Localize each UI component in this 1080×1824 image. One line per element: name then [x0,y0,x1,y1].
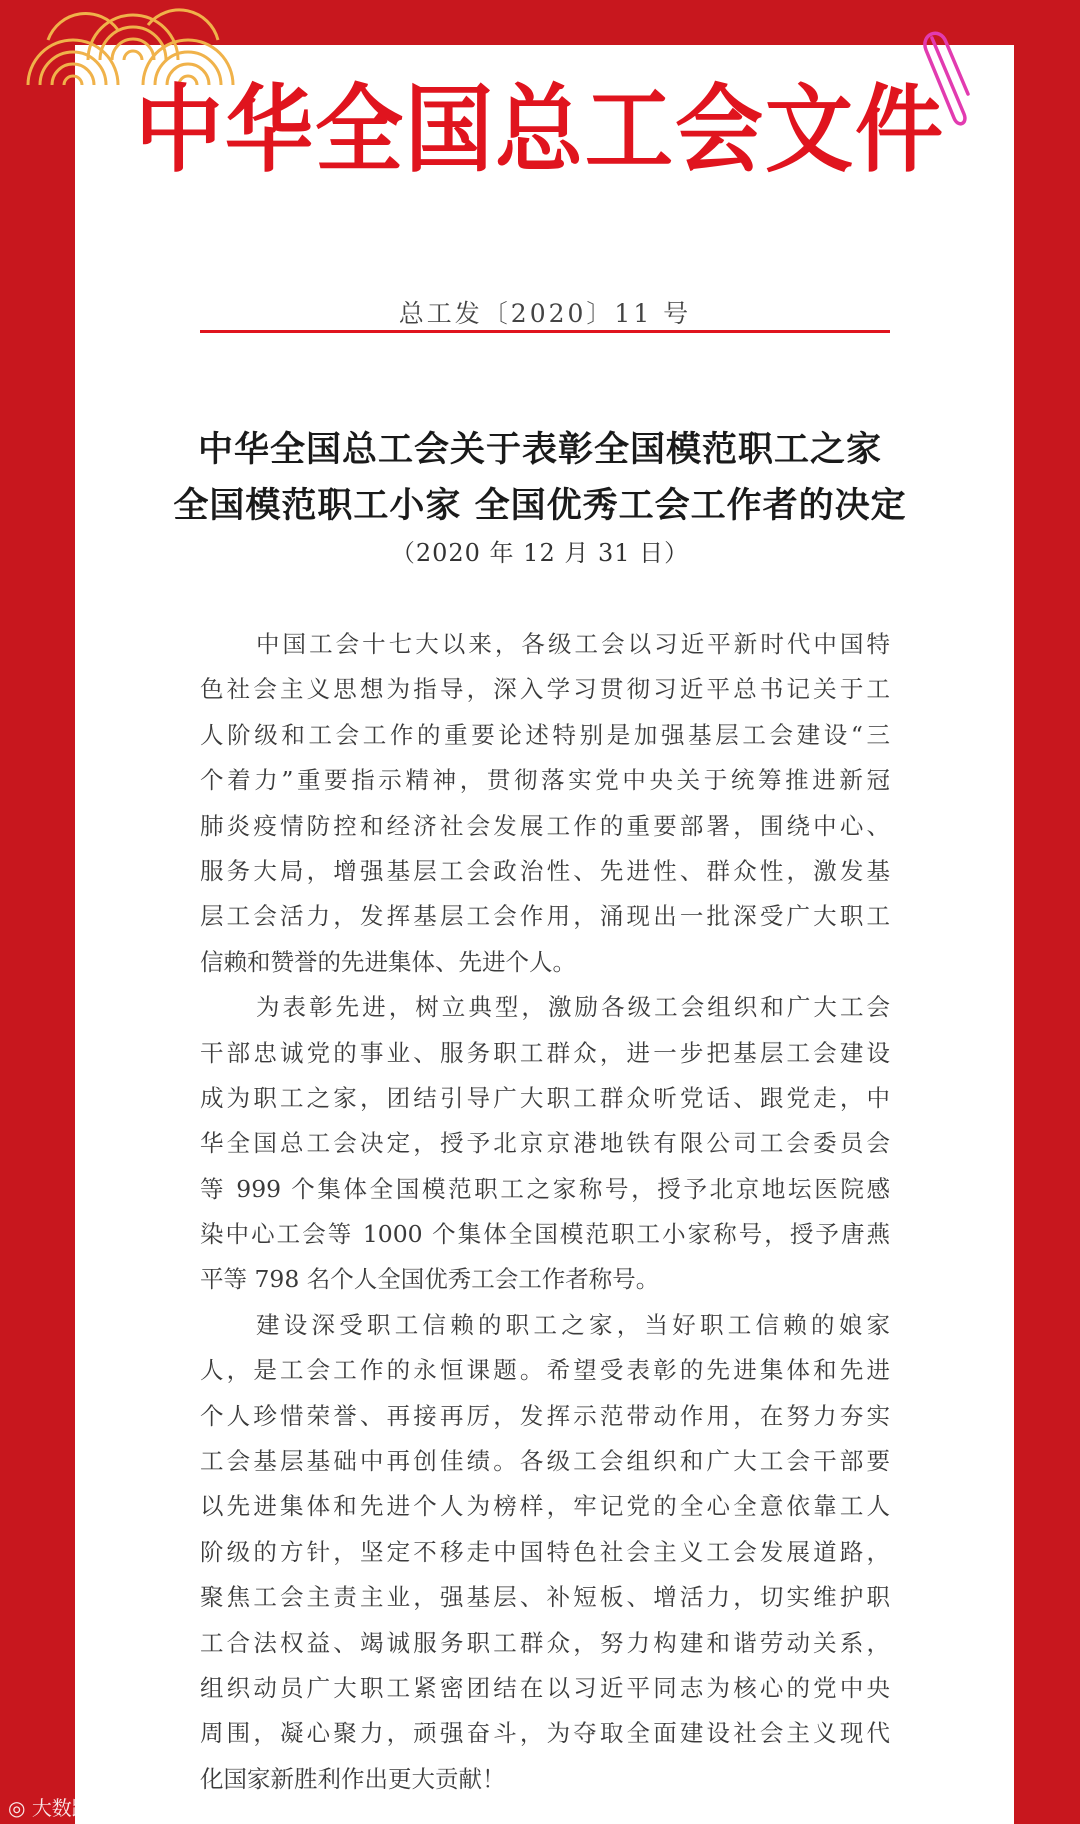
body-line: 个着力”重要指示精神，贯彻落实党中央关于统筹推进新冠 [200,766,890,795]
body-line: 为表彰先进，树立典型，激励各级工会组织和广大工会 [256,993,890,1022]
body-line: 平等 798 名个人全国优秀工会工作者称号。 [200,1265,660,1294]
body-line: 干部忠诚党的事业、服务职工群众，进一步把基层工会建设 [200,1038,890,1067]
body-line: 周围，凝心聚力，顽强奋斗，为夺取全面建设社会主义现代 [200,1719,890,1748]
body-line: 组织动员广大职工紧密团结在以习近平同志为核心的党中央 [200,1673,890,1702]
document-number: 总工发〔2020〕11 号 [398,299,692,328]
body-line: 建设深受职工信赖的职工之家，当好职工信赖的娘家 [256,1310,890,1339]
logo-mark-icon: ◎ [8,1796,26,1820]
body-line: 人阶级和工会工作的重要论述特别是加强基层工会建设“三 [200,720,890,749]
body-line: 等 999 个集体全国模范职工之家称号，授予北京地坛医院感 [200,1174,890,1203]
body-line: 服务大局，增强基层工会政治性、先进性、群众性，激发基 [200,856,890,885]
red-divider-line [200,330,890,333]
body-line: 以先进集体和先进个人为榜样，牢记党的全心全意依靠工人 [200,1492,890,1521]
body-line: 工合法权益、竭诚服务职工群众，努力构建和谐劳动关系， [200,1628,890,1657]
decision-title-line-1: 中华全国总工会关于表彰全国模范职工之家 [197,429,882,470]
body-line: 层工会活力，发挥基层工会作用，涌现出一批深受广大职工 [200,902,890,931]
document-body [200,622,890,1802]
body-line: 色社会主义思想为指导，深入学习贯彻习近平总书记关于工 [200,675,890,704]
body-line: 信赖和赞誉的先进集体、先进个人。 [200,947,576,976]
body-line: 个人珍惜荣誉、再接再厉，发挥示范带动作用，在努力夯实 [200,1401,890,1430]
decision-title-line-2: 全国模范职工小家 全国优秀工会工作者的决定 [173,485,907,526]
body-line: 工会基层基础中再创佳绩。各级工会组织和广大工会干部要 [200,1447,890,1476]
decision-date: （2020 年 12 月 31 日） [390,539,690,567]
watermark-logo [8,1792,112,1821]
body-line: 聚焦工会主责主业，强基层、补短板、增活力，切实维护职 [200,1583,890,1612]
body-line: 化国家新胜利作出更大贡献！ [200,1764,506,1793]
watermark-text: 大数跨境 [31,1796,112,1820]
body-line: 染中心工会等 1000 个集体全国模范职工小家称号，授予唐燕 [200,1220,890,1249]
body-line: 阶级的方针，坚定不移走中国特色社会主义工会发展道路， [200,1537,890,1566]
body-line: 肺炎疫情防控和经济社会发展工作的重要部署，围绕中心、 [200,811,890,840]
body-line: 人，是工会工作的永恒课题。希望受表彰的先进集体和先进 [200,1356,890,1385]
document-masthead: 中华全国总工会文件 [134,72,945,186]
body-line: 成为职工之家，团结引导广大职工群众听党话、跟党走，中 [200,1083,890,1112]
body-line: 华全国总工会决定，授予北京京港地铁有限公司工会委员会 [200,1129,890,1158]
body-line: 中国工会十七大以来，各级工会以习近平新时代中国特 [256,630,890,658]
